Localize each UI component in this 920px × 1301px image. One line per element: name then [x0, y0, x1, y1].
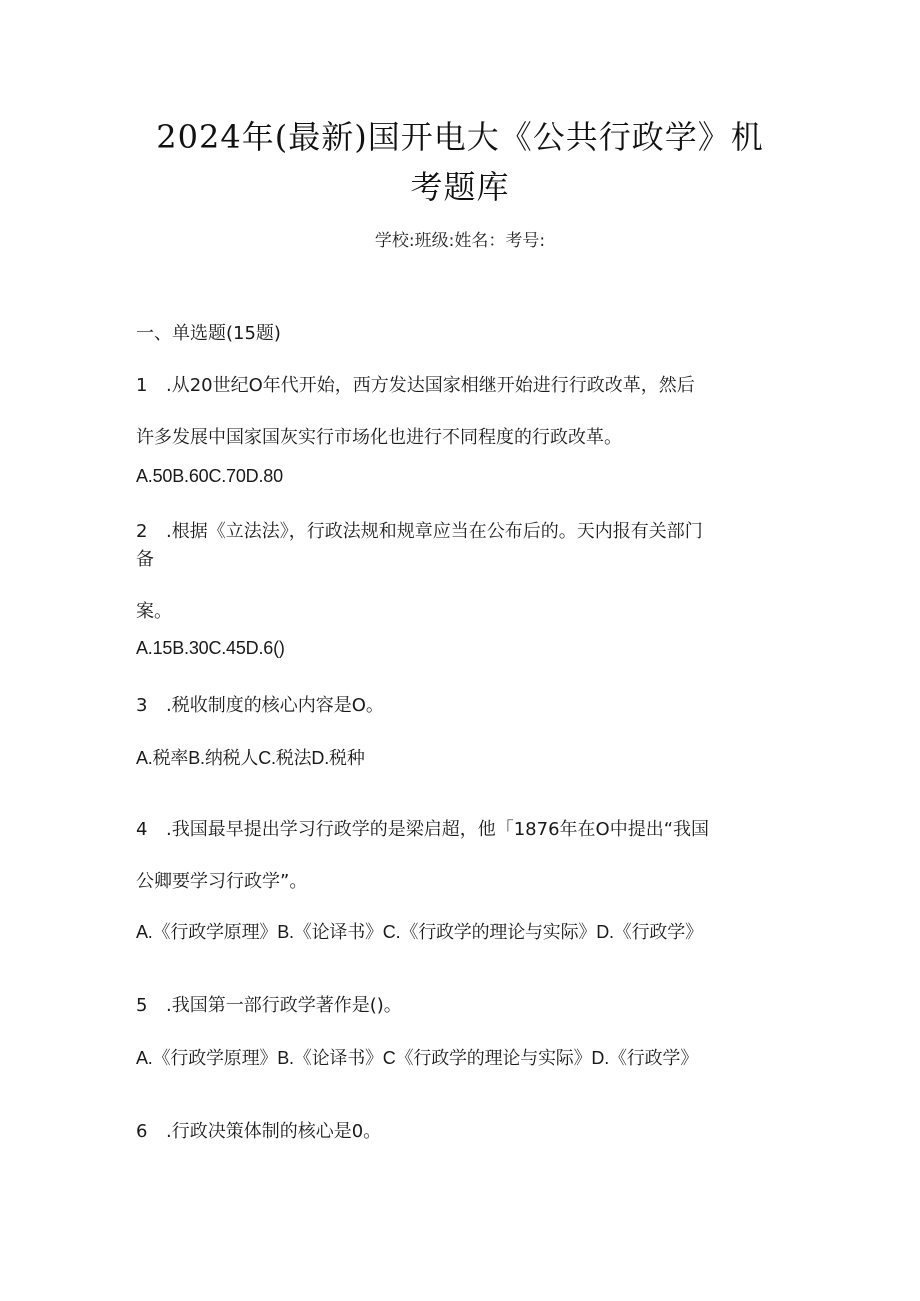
question-4-options: A.《行政学原理》B.《论译书》C.《行政学的理论与实际》D.《行政学》 — [136, 922, 703, 942]
question-6-number: 6 — [136, 1121, 148, 1142]
question-2-line-1 — [136, 520, 703, 544]
question-5-number: 5 — [136, 995, 148, 1016]
question-1-line-1 — [136, 374, 695, 398]
question-3-text: .税收制度的核心内容是O。 — [166, 695, 384, 716]
question-5-line-1 — [136, 994, 402, 1018]
question-4-line-1 — [136, 818, 709, 842]
question-5-options: A.《行政学原理》B.《论译书》C《行政学的理论与实际》D.《行政学》 — [136, 1048, 699, 1068]
question-3-number: 3 — [136, 695, 148, 716]
question-4-line-2: 公卿要学习行政学”。 — [136, 871, 308, 892]
question-2-text: .根据《立法法》，行政法规和规章应当在公布后的。天内报有关部门 — [166, 521, 703, 542]
question-2-line-2: 备 — [136, 549, 154, 570]
question-3-line-1 — [136, 694, 384, 718]
question-1-text: .从20世纪O年代开始，西方发达国家相继开始进行行政改革，然后 — [166, 375, 695, 396]
question-1-line-2: 许多发展中国家国灰实行市场化也进行不同程度的行政改革。 — [136, 427, 622, 448]
question-2-number: 2 — [136, 521, 148, 542]
question-1-options: A.50B.60C.70D.80 — [136, 466, 283, 486]
question-2-options: A.15B.30C.45D.6() — [136, 638, 285, 658]
question-3-options: A.税率B.纳税人C.税法D.税种 — [136, 748, 365, 768]
question-6-line-1 — [136, 1120, 381, 1144]
question-4-number: 4 — [136, 819, 148, 840]
section-heading: 一、单选题(15题) — [136, 323, 281, 344]
document-title-line-1: 2024年(最新)国开电大《公共行政学》机 — [156, 118, 764, 156]
question-6-text: .行政决策体制的核心是0。 — [166, 1121, 382, 1142]
document-title-line-2: 考题库 — [410, 168, 510, 206]
question-4-text: .我国最早提出学习行政学的是梁启超，他「1876年在O中提出“我国 — [166, 819, 710, 840]
student-info-line: 学校:班级:姓名：考号: — [374, 231, 546, 251]
question-1-number: 1 — [136, 375, 148, 396]
question-2-line-3: 案。 — [136, 601, 172, 622]
question-5-text: .我国第一部行政学著作是()。 — [166, 995, 402, 1016]
